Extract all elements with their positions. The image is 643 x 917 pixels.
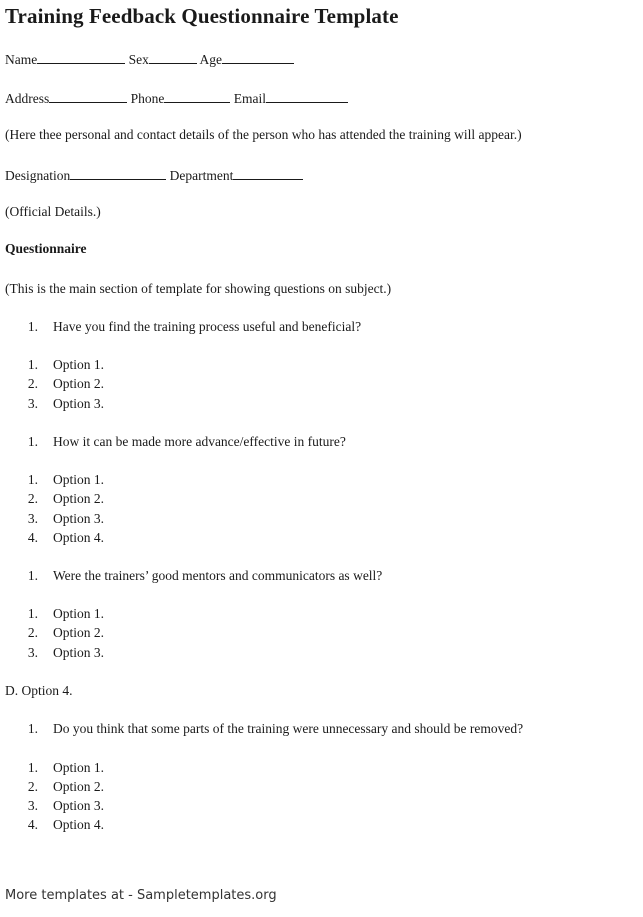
address-label: Address (5, 91, 50, 106)
option-text: Option 1. (53, 472, 105, 487)
option-number: 2. (27, 376, 38, 391)
option-number: 1. (27, 472, 38, 487)
official-line (5, 166, 303, 184)
option-text: Option 2. (53, 625, 105, 640)
personal-line-2 (5, 89, 348, 107)
personal-line-1 (5, 50, 294, 68)
age-label: Age (199, 52, 222, 67)
option-text: Option 3. (53, 645, 105, 660)
option-number: 2. (27, 491, 38, 506)
option-text: Option 2. (53, 491, 105, 506)
question-text: How it can be made more advance/effective in future? (53, 434, 346, 449)
phone-blank (164, 89, 230, 103)
department-label: Department (169, 168, 234, 183)
official-note: (Official Details.) (5, 204, 101, 219)
option-text: Option 3. (53, 396, 105, 411)
designation-label: Designation (5, 168, 71, 183)
extra-option: D. Option 4. (5, 683, 73, 698)
email-blank (266, 89, 348, 103)
option-number: 3. (27, 798, 38, 813)
option-number: 3. (27, 511, 38, 526)
option-text: Option 1. (53, 760, 105, 775)
sex-blank (149, 50, 197, 64)
sex-label: Sex (128, 52, 149, 67)
address-blank (49, 89, 127, 103)
designation-blank (70, 166, 166, 180)
question-number: 1. (27, 434, 38, 449)
question-text: Were the trainers’ good mentors and communicators as well? (53, 568, 383, 583)
option-text: Option 1. (53, 606, 105, 621)
option-text: Option 2. (53, 376, 105, 391)
option-text: Option 1. (53, 357, 105, 372)
option-number: 3. (27, 645, 38, 660)
option-text: Option 4. (53, 530, 105, 545)
questionnaire-note: (This is the main section of template for showing questions on subject.) (5, 281, 392, 296)
option-text: Option 4. (53, 817, 105, 832)
page-title: Training Feedback Questionnaire Template (5, 4, 399, 28)
option-text: Option 3. (53, 798, 105, 813)
footer-credit: More templates at - Sampletemplates.org (5, 888, 277, 903)
question-number: 1. (27, 721, 38, 736)
option-number: 1. (27, 606, 38, 621)
question-number: 1. (27, 319, 38, 334)
option-number: 2. (27, 779, 38, 794)
questionnaire-heading: Questionnaire (5, 241, 87, 256)
option-number: 2. (27, 625, 38, 640)
question-text: Have you find the training process useful and beneficial? (53, 319, 362, 334)
option-number: 4. (27, 817, 38, 832)
option-text: Option 3. (53, 511, 105, 526)
option-text: Option 2. (53, 779, 105, 794)
phone-label: Phone (130, 91, 165, 106)
name-label: Name (5, 52, 38, 67)
option-number: 4. (27, 530, 38, 545)
option-number: 1. (27, 357, 38, 372)
question-number: 1. (27, 568, 38, 583)
name-blank (37, 50, 125, 64)
department-blank (233, 166, 303, 180)
question-text: Do you think that some parts of the training were unnecessary and should be removed? (53, 721, 524, 736)
personal-note: (Here thee personal and contact details of the person who has attended the training will appear.) (5, 127, 522, 142)
option-number: 3. (27, 396, 38, 411)
email-label: Email (233, 91, 266, 106)
age-blank (222, 50, 294, 64)
option-number: 1. (27, 760, 38, 775)
